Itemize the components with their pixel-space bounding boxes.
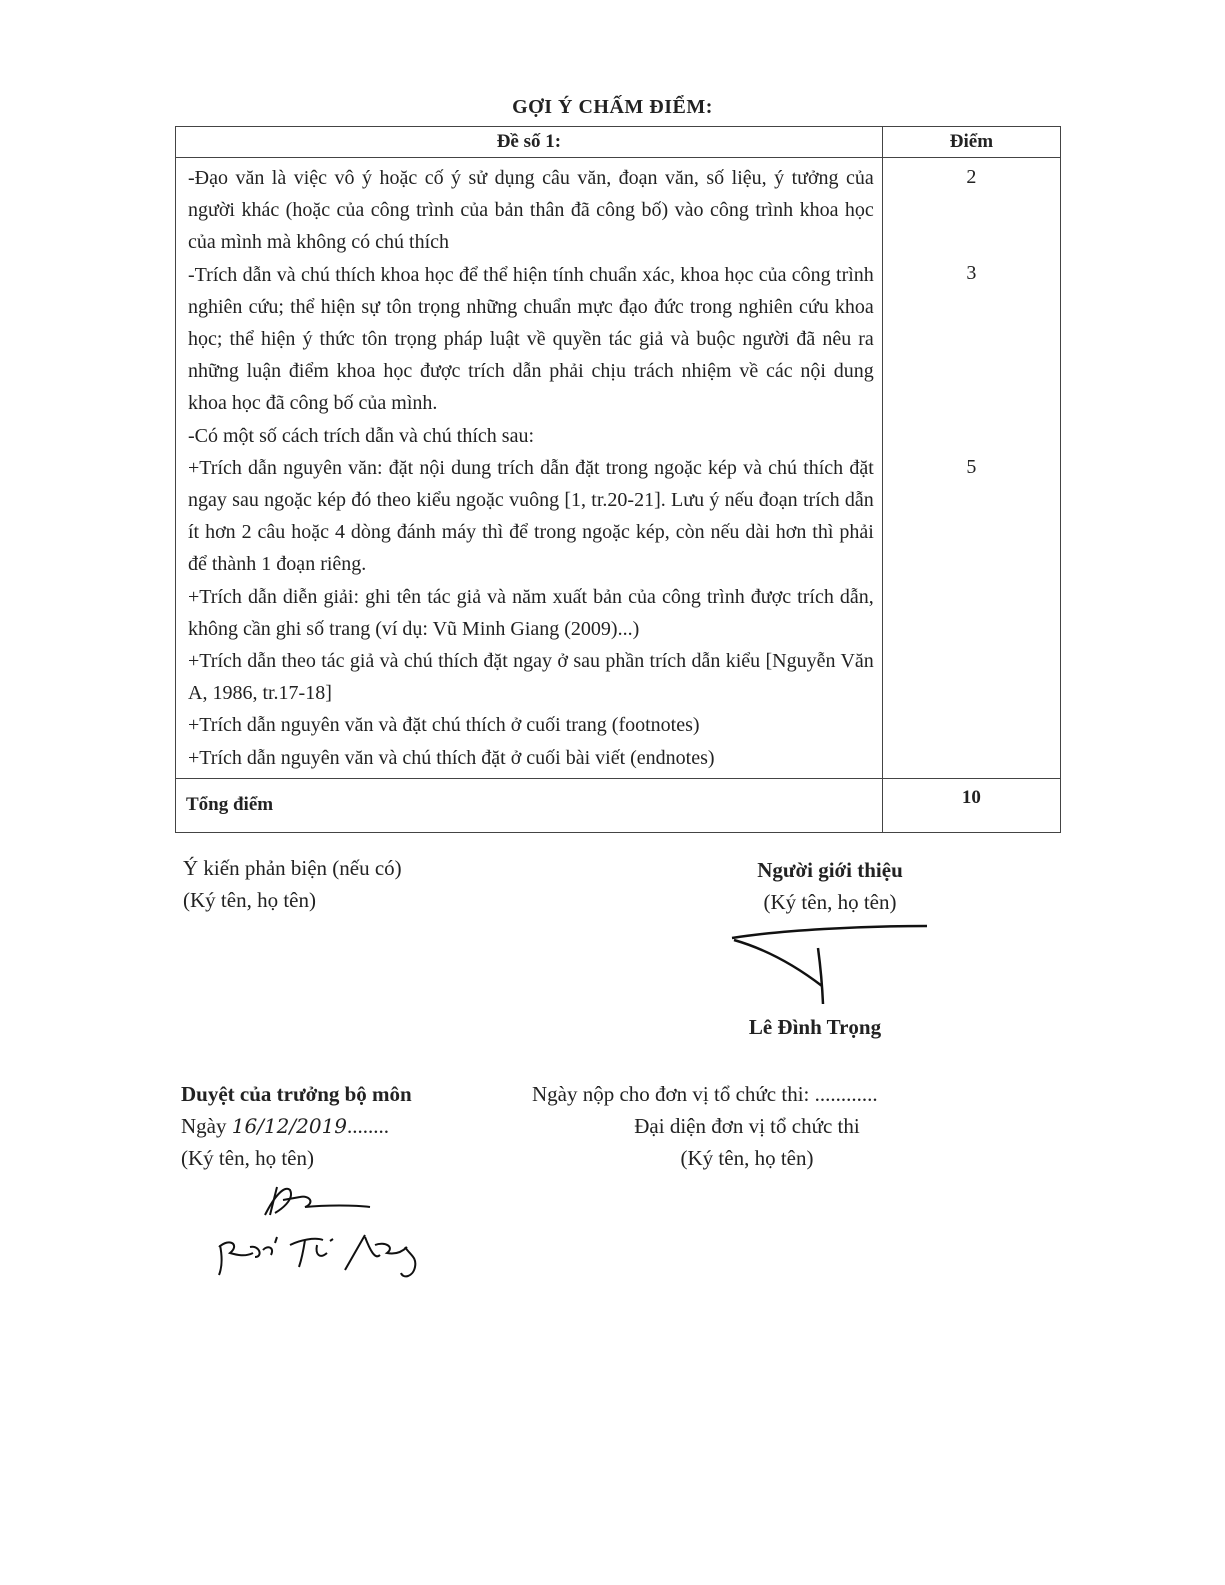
introducer-signature [722, 918, 932, 1008]
submission-block [532, 1078, 952, 1174]
approval-title: Duyệt của trưởng bộ môn [181, 1082, 412, 1106]
approval-date [181, 1110, 412, 1142]
approval-block [181, 1078, 412, 1174]
answer-paragraph: +Trích dẫn nguyên văn: đặt nội dung trích dẫn đặt trong ngoặc kép và chú thích đặt ngay sau ngoặc kép đó theo kiểu ngoặc vuông [1, tr.20-21]. Lưu ý nếu đoạn trích dẫn ít hơn 2 câu hoặc 4 dòng đánh máy thì để trong ngoặc kép, còn nếu dài hơn thì phải để thành 1 đoạn riêng. [188, 456, 874, 576]
date-dots: ........ [347, 1114, 390, 1138]
reviewer-title: Ý kiến phản biện (nếu có) [183, 856, 402, 880]
answer-paragraph: -Trích dẫn và chú thích khoa học để thể hiện tính chuẩn xác, khoa học của công trình nghiên cứu; thể hiện sự tôn trọng những chuẩn mực đạo đức trong nghiên cứu khoa học; thể hiện ý thức tôn trọng pháp luật về quyền tác giả và buộc người đã nêu ra những luận điểm khoa học được trích dẫn phải chịu trách nhiệm về các nội dung khoa học đã công bố của mình. [188, 263, 874, 415]
introducer-block [730, 854, 930, 918]
content-header: Đề số 1: [176, 127, 883, 158]
approval-signature [205, 1175, 435, 1285]
answer-paragraph: -Đạo văn là việc vô ý hoặc cố ý sử dụng câu văn, đoạn văn, số liệu, ý tưởng của người khác (hoặc của công trình của bản thân đã công bố) vào công trình khoa học của mình mà không có chú thích [188, 167, 874, 254]
table-header-row [176, 127, 1061, 158]
date-value: 16/12/2019 [231, 1114, 348, 1138]
answer-paragraph: +Trích dẫn nguyên văn và chú thích đặt ở cuối bài viết (endnotes) [188, 746, 715, 769]
grading-table [175, 126, 1061, 833]
submission-date-line: Ngày nộp cho đơn vị tổ chức thi: ............ [532, 1082, 878, 1106]
answer-paragraph: +Trích dẫn theo tác giả và chú thích đặt ngay ở sau phần trích dẫn kiểu [Nguyễn Văn A, 1986, tr.17-18] [188, 650, 874, 705]
answer-paragraph: +Trích dẫn diễn giải: ghi tên tác giả và năm xuất bản của công trình được trích dẫn, không cần ghi số trang (ví dụ: Vũ Minh Giang (2009)...) [188, 585, 874, 640]
answer-paragraph: -Có một số cách trích dẫn và chú thích sau: [188, 424, 535, 447]
submission-rep-line: Đại diện đơn vị tổ chức thi [634, 1114, 860, 1138]
page-title: GỢI Ý CHẤM ĐIỂM: [512, 96, 713, 118]
approval-sign-note: (Ký tên, họ tên) [181, 1146, 314, 1170]
introducer-sign-note: (Ký tên, họ tên) [763, 890, 897, 914]
introducer-title: Người giới thiệu [757, 858, 903, 882]
answer-cell [176, 158, 883, 779]
score-value: 5 [966, 456, 977, 478]
score-cell [882, 158, 1060, 779]
total-row [176, 778, 1061, 832]
reviewer-sign-note: (Ký tên, họ tên) [183, 888, 316, 912]
score-value: 3 [966, 262, 977, 284]
table-row [176, 158, 1061, 779]
score-header: Điểm [882, 127, 1060, 158]
total-score: 10 [882, 778, 1060, 832]
submission-sign-note: (Ký tên, họ tên) [680, 1146, 814, 1170]
score-value: 2 [966, 166, 977, 188]
date-prefix: Ngày [181, 1114, 227, 1138]
answer-paragraph: +Trích dẫn nguyên văn và đặt chú thích ở cuối trang (footnotes) [188, 714, 700, 737]
introducer-name: Lê Đình Trọng [748, 1015, 882, 1039]
reviewer-block [183, 852, 402, 916]
total-label: Tổng điểm [176, 778, 883, 832]
